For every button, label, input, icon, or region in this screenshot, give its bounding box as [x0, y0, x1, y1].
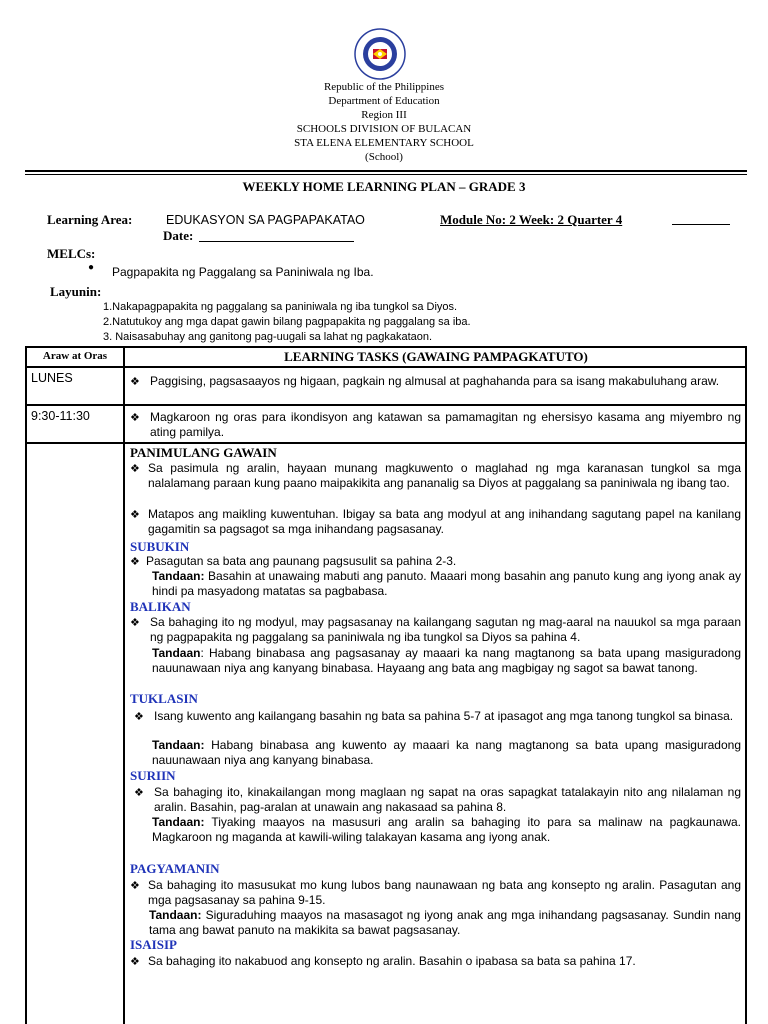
header-line-school-label: (School): [365, 151, 403, 163]
diamond-bullet-icon: ❖: [130, 376, 140, 388]
deped-seal-icon: [354, 28, 406, 80]
balikan-item-1: Sa bahaging ito ng modyul, may pagsasanay na kailangang sagutan ng mag-aaral na nauukol sa mga paraan ng pagpapakita ng paggalang sa paniniwala ng iba tungkol sa Diyos sa pahina 4.: [150, 615, 741, 644]
module-underline: [672, 224, 730, 225]
tandaan-label: Tandaan:: [152, 815, 205, 829]
layunin-label: Layunin:: [50, 284, 102, 299]
objective-2: 2.Natutukoy ang mga dapat gawin bilang pagpapakita ng paggalang sa iba.: [103, 316, 471, 328]
diamond-bullet-icon: ❖: [130, 412, 140, 424]
table-column-divider: [123, 346, 125, 1024]
dot-bullet-icon: ●: [88, 262, 95, 273]
header-divider-thin: [25, 174, 747, 175]
suriin-note-text: Tiyaking maayos na masusuri ang aralin sa bahaging ito para sa malinaw na pagkaunawa. Magkaroon ng maganda at kawili-wiling talakayan kasama ang iyong anak.: [152, 815, 742, 844]
diamond-bullet-icon: ❖: [130, 956, 140, 968]
letterhead: [0, 80, 768, 164]
header-line-school: STA ELENA ELEMENTARY SCHOOL: [294, 137, 474, 149]
header-line-republic: Republic of the Philippines: [323, 81, 445, 93]
header-line-division: SCHOOLS DIVISION OF BULACAN: [296, 123, 472, 135]
panimula-item-2: Matapos ang maikling kuwentuhan. Ibigay sa bata ang modyul at ang inihandang sagutang papel na kanilang gagamitin sa pagsagot sa mga inihandang pagsasanay.: [148, 507, 741, 536]
diamond-bullet-icon: ❖: [130, 617, 140, 629]
balikan-title: BALIKAN: [130, 599, 191, 614]
col-header-tasks: LEARNING TASKS (GAWAING PAMPAGKATUTO): [284, 349, 588, 364]
pagyamanin-title: PAGYAMANIN: [130, 861, 220, 876]
objective-3: 3. Naisasabuhay ang ganitong pag-uugali sa lahat ng pagkakataon.: [103, 331, 433, 343]
table-row1-divider: [25, 404, 747, 406]
col-header-day-time: Araw at Oras: [42, 350, 108, 362]
date-field-line: [199, 241, 354, 242]
diamond-bullet-icon: ❖: [134, 787, 144, 799]
header-line-deped: Department of Education: [328, 95, 440, 107]
diamond-bullet-icon: ❖: [134, 711, 144, 723]
balikan-note: [152, 646, 741, 676]
pagyamanin-item-1: Sa bahaging ito masusukat mo kung lubos bang naunawaan ng bata ang konsepto ng aralin. Pasagutan ang mga pagsasanay sa pahina 9-15.: [148, 878, 741, 907]
suriin-note: [152, 815, 741, 845]
isaisip-title: ISAISIP: [130, 937, 177, 952]
isaisip-item-1: Sa bahaging ito nakabuod ang konsepto ng aralin. Basahin o ipabasa sa bata sa pahina 17.: [148, 954, 636, 968]
pagyamanin-note-text: Siguraduhing maayos na masasagot ng iyong anak ang mga inihandang pagsasanay. Sundin nang tama ang bawat panuto na makikita sa bawat pagsasanay.: [149, 908, 741, 937]
learning-area-value: EDUKASYON SA PAGPAPAKATAO: [166, 213, 365, 227]
row2-task: Magkaroon ng oras para ikondisyon ang katawan sa pamamagitan ng ehersisyo kasama ang miyembro ng ating pamilya.: [150, 410, 741, 439]
diamond-bullet-icon: ❖: [130, 509, 140, 521]
tuklasin-title: TUKLASIN: [130, 691, 198, 706]
melc-item: Pagpapakita ng Paggalang sa Paniniwala ng Iba.: [112, 265, 374, 279]
subukin-title: SUBUKIN: [130, 539, 190, 554]
tuklasin-item-1: Isang kuwento ang kailangang basahin ng bata sa pahina 5-7 at ipasagot ang mga tanong tungkol sa binasa.: [154, 709, 734, 723]
page-title: WEEKLY HOME LEARNING PLAN – GRADE 3: [242, 179, 526, 194]
header-divider-thick: [25, 170, 747, 172]
suriin-title: SURIIN: [130, 768, 176, 783]
learning-area-label: Learning Area:: [47, 212, 133, 227]
pagyamanin-note: [149, 908, 741, 938]
panimula-title: PANIMULANG GAWAIN: [130, 445, 277, 460]
module-week-quarter: Module No: 2 Week: 2 Quarter 4: [440, 212, 623, 227]
table-header-divider: [25, 366, 747, 368]
row2-time: 9:30-11:30: [31, 409, 90, 423]
objective-1: 1.Nakapagpapakita ng paggalang sa paniniwala ng iba tungkol sa Diyos.: [103, 301, 458, 313]
diamond-bullet-icon: ❖: [130, 556, 140, 568]
date-label: Date:: [163, 228, 194, 243]
melcs-label: MELCs:: [47, 246, 96, 261]
panimula-item-1: Sa pasimula ng aralin, hayaan munang magkuwento o maglahad ng mga karanasan tungkol sa mga nalalamang paraan kung paano maipakikita ang pananalig sa Diyos at paggalang sa paniniwala ng ibang tao.: [148, 461, 741, 490]
row1-task: Paggising, pagsasaayos ng higaan, pagkain ng almusal at paghahanda para sa isang makabuluhang araw.: [150, 374, 720, 388]
balikan-note-text: : Habang binabasa ang pagsasanay ay maaari ka nang magtanong sa bata upang masiguradong nauunawaan niya ang kanyang binabasa. Hayaang ang bata ang magbigay ng sagot sa bawat tanong.: [152, 646, 741, 675]
subukin-note-text: Basahin at unawaing mabuti ang panuto. Maaari mong basahin ang panuto kung ang iyong anak ay hindi pa masyadong matatas sa pagbabasa.: [152, 569, 741, 598]
tandaan-label: Tandaan:: [152, 738, 205, 752]
suriin-item-1: Sa bahaging ito, kinakailangan mong maglaan ng sapat na oras sapagkat tatalakayin nito ang nilalaman ng aralin. Basahin, pag-aralan at unawain ang nakasaad sa pahina 8.: [154, 785, 741, 814]
tandaan-label: Tandaan:: [149, 908, 202, 922]
subukin-note: [152, 569, 741, 599]
diamond-bullet-icon: ❖: [130, 463, 140, 475]
header-line-region: Region III: [361, 109, 407, 121]
diamond-bullet-icon: ❖: [130, 880, 140, 892]
subukin-item-1: Pasagutan sa bata ang paunang pagsusulit sa pahina 2-3.: [146, 554, 457, 568]
table-row2-divider: [25, 442, 747, 444]
tuklasin-note-text: Habang binabasa ang kuwento ay maaari ka nang magtanong sa bata upang masiguradong nauunawaan niya ang kanyang binabasa.: [152, 738, 741, 767]
tandaan-label: Tandaan:: [152, 569, 205, 583]
row1-day: LUNES: [31, 371, 73, 385]
tandaan-label: Tandaan: [152, 646, 201, 660]
tuklasin-note: [152, 738, 741, 768]
